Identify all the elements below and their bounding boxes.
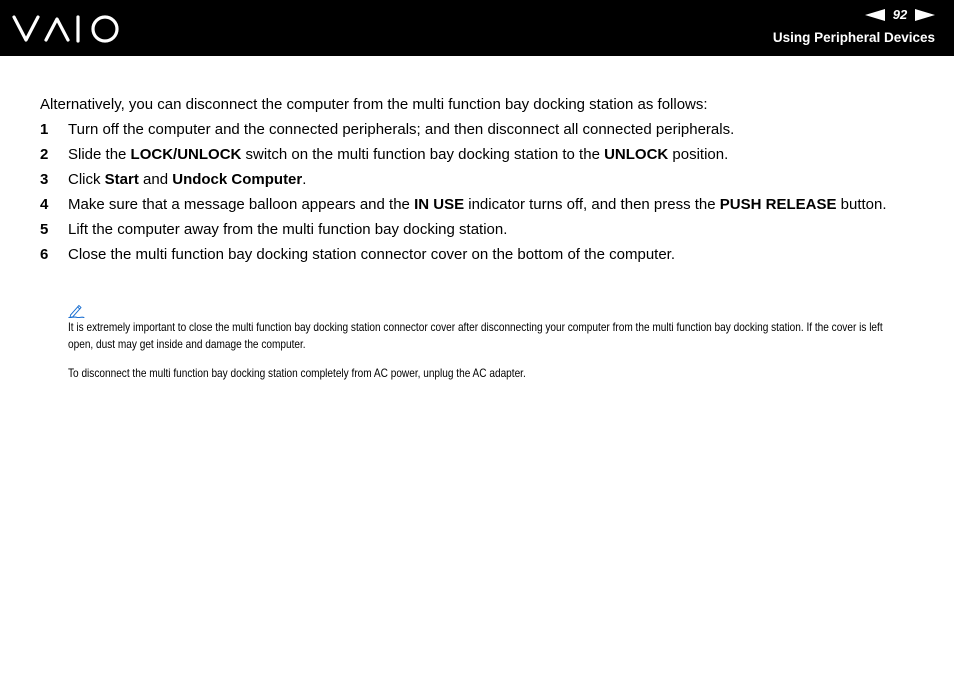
notes-section <box>68 304 908 394</box>
step-bold-term: UNLOCK <box>604 146 669 163</box>
step-text-run: . <box>302 171 307 188</box>
step-item <box>40 146 910 164</box>
note-pen-icon <box>68 304 85 318</box>
step-text-run: indicator turns off, and then press the <box>464 196 720 213</box>
step-bold-term: LOCK/UNLOCK <box>130 146 242 163</box>
step-text-run: Click <box>68 171 105 188</box>
step-number: 4 <box>40 196 49 213</box>
step-text-run: Make sure that a message balloon appears and the <box>68 196 415 213</box>
page-navigation <box>865 7 935 23</box>
step-item <box>40 246 910 264</box>
step-number: 1 <box>40 121 49 138</box>
step-item <box>40 196 910 214</box>
step-bold-term: Start <box>104 171 139 188</box>
step-text-run: Slide the <box>68 146 131 163</box>
step-text-run: Lift the computer away from the multi function bay docking station. <box>68 221 508 238</box>
main-content <box>40 96 910 271</box>
next-page-arrow-icon[interactable] <box>915 9 935 21</box>
step-item <box>40 171 910 189</box>
intro-text: Alternatively, you can disconnect the computer from the multi function bay docking station as follows: <box>40 96 708 113</box>
steps-list <box>40 121 910 264</box>
step-bold-term: Undock Computer <box>172 171 303 188</box>
page-number: 92 <box>892 7 908 22</box>
step-number: 6 <box>40 246 49 263</box>
step-number: 5 <box>40 221 49 238</box>
step-item <box>40 221 910 239</box>
step-text <box>68 246 910 264</box>
step-text-run: and <box>138 171 173 188</box>
step-text <box>68 146 910 164</box>
section-title: Using Peripheral Devices <box>772 30 935 45</box>
step-bold-term: PUSH RELEASE <box>719 196 837 213</box>
step-text-run: Close the multi function bay docking station connector cover on the bottom of the computer. <box>68 246 676 263</box>
previous-page-arrow-icon[interactable] <box>865 9 885 21</box>
step-text-run: switch on the multi function bay docking station to the <box>241 146 605 163</box>
step-text <box>68 196 910 214</box>
step-item <box>40 121 910 139</box>
step-text <box>68 221 910 239</box>
step-bold-term: IN USE <box>414 196 465 213</box>
step-number: 2 <box>40 146 49 163</box>
vaio-logo-icon <box>12 13 122 45</box>
step-text <box>68 121 910 139</box>
step-text-run: Turn off the computer and the connected peripherals; and then disconnect all connected peripherals. <box>68 121 735 138</box>
step-text <box>68 171 910 189</box>
page-header <box>0 0 954 56</box>
step-text-run: position. <box>668 146 729 163</box>
step-text-run: button. <box>836 196 887 213</box>
step-number: 3 <box>40 171 49 188</box>
note-paragraph-2: To disconnect the multi function bay docking station completely from AC power, unplug the AC adapter. <box>68 366 526 380</box>
note-paragraph-1: It is extremely important to close the multi function bay docking station connector cover after disconnecting your computer from the multi function bay docking station. If the cover is left open, dust may get inside and damage the computer. <box>68 320 883 351</box>
